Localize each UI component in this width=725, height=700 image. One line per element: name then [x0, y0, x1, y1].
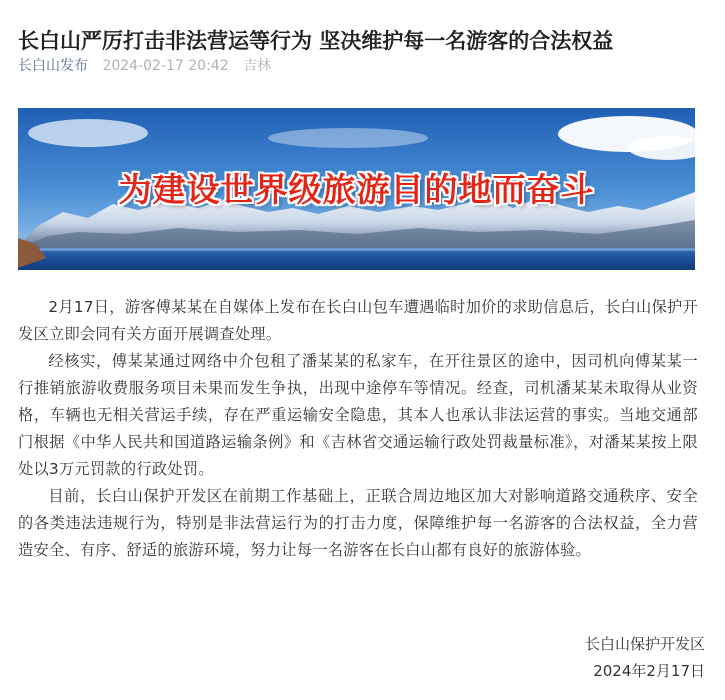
account-name-link[interactable]: 长白山发布 — [18, 58, 88, 74]
article-title: 长白山严厉打击非法营运等行为 坚决维护每一名游客的合法权益 — [18, 29, 614, 54]
banner-image — [18, 108, 695, 270]
publish-date: 2024-02-17 20:42 — [102, 58, 229, 74]
paragraph-2: 经核实，傅某某通过网络中介包租了潘某某的私家车，在开往景区的途中，因司机向傅某某一行推销旅游收费服务项目未果而发生争执，出现中途停车等情况。经查，司机潘某某未取得从业资格，车辆也无相关营运手续，存在严重运输安全隐患，其本人也承认非法运营的事实。当地交通部门根据《中华人民共和国道路运输条例》和《吉林省交通运输行政处罚裁量标准》，对潘某某按上限处以3万元罚款的行政处罚。 — [18, 352, 698, 478]
signature-block — [585, 631, 705, 685]
banner-slogan: 为建设世界级旅游目的地而奋斗 — [118, 170, 595, 209]
paragraph-3: 目前，长白山保护开发区在前期工作基础上，正联合周边地区加大对影响道路交通秩序、安全的各类违法违规行为，特别是非法营运行为的打击力度，保障维护每一名游客的合法权益，全力营造安全、有序、舒适的旅游环境，努力让每一名游客在长白山都有良好的旅游体验。 — [18, 487, 698, 559]
publish-location: 吉林 — [243, 58, 272, 74]
signature-date: 2024年2月17日 — [593, 662, 705, 680]
paragraph-1: 2月17日，游客傅某某在自媒体上发布在长白山包车遭遇临时加价的求助信息后，长白山保护开发区立即会同有关方面开展调查处理。 — [18, 298, 698, 343]
article-body — [18, 294, 698, 564]
article-meta — [18, 56, 271, 76]
signature-org: 长白山保护开发区 — [584, 635, 705, 653]
